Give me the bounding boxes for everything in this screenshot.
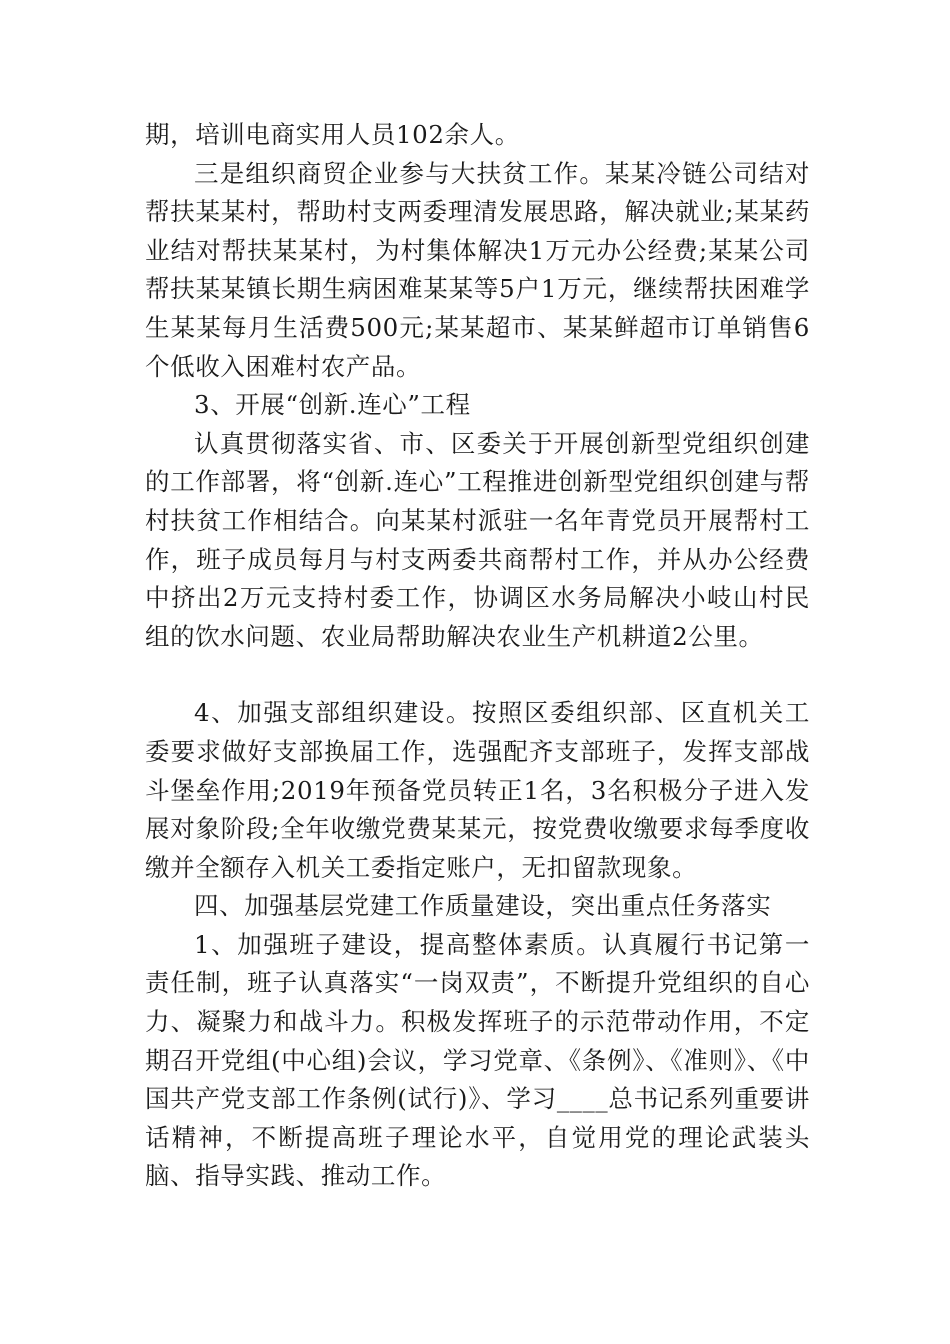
paragraph-innovation-project: 认真贯彻落实省、市、区委关于开展创新型党组织创建的工作部署，将“创新.连心”工程推进创新型党组织创建与帮村扶贫工作相结合。向某某村派驻一名年青党员开展帮村工作，班子成员每月与村支两委共商帮村工作，并从办公经费中挤出2万元支持村委工作，协调区水务局解决小岐山村民组的饮水问题、农业局帮助解决农业生产机耕道2公里。 — [145, 428, 810, 651]
paragraph-team-building: 1、加强班子建设，提高整体素质。认真履行书记第一责任制，班子认真落实“一岗双责”，不断提升党组织的自心力、凝聚力和战斗力。积极发挥班子的示范带动作用，不定期召开党组(中心组)会议，学习党章、《条例》、《准则》、《中国共产党支部工作条例(试行)》、学习____总书记系列重要讲话精神，不断提高班子理论水平，自觉用党的理论武装头脑、指导实践、推动工作。 — [145, 929, 810, 1191]
paragraph-branch-organization: 4、加强支部组织建设。按照区委组织部、区直机关工委要求做好支部换届工作，选强配齐支部班子，发挥支部战斗堡垒作用;2019年预备党员转正1名，3名积极分子进入发展对象阶段;全年收缴党费某某元，按党费收缴要求每季度收缴并全额存入机关工委指定账户，无扣留款现象。 — [145, 698, 810, 882]
paragraph-commerce-enterprises: 三是组织商贸企业参与大扶贫工作。某某冷链公司结对帮扶某某村，帮助村支两委理清发展思路，解决就业;某某药业结对帮扶某某村，为村集体解决1万元办公经费;某某公司帮扶某某镇长期生病困难某某等5户1万元，继续帮扶困难学生某某每月生活费500元;某某超市、某某鲜超市订单销售6个低收入困难村农产品。 — [145, 158, 810, 381]
section-heading-party-building: 四、加强基层党建工作质量建设，突出重点任务落实 — [194, 891, 772, 921]
paragraph-continuation: 期，培训电商实用人员102余人。 — [145, 120, 520, 149]
section-heading-innovation-project: 3、开展“创新.连心”工程 — [194, 390, 471, 420]
paragraph-spacer — [145, 656, 810, 694]
document-body — [145, 116, 810, 1196]
